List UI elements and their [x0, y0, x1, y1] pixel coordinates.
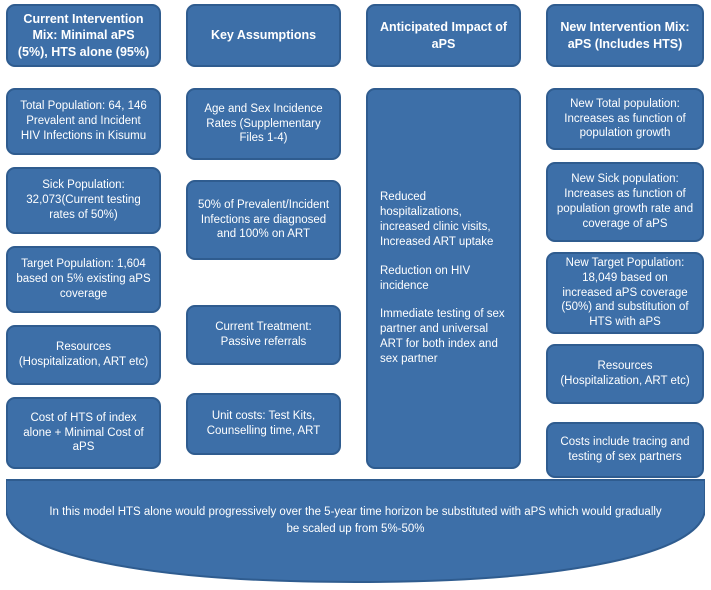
box-target-population: Target Population: 1,604 based on 5% existing aPS coverage	[6, 246, 161, 313]
box-diagnosis-art-assumption: 50% of Prevalent/Incident Infections are diagnosed and 100% on ART	[186, 180, 341, 260]
box-current-treatment: Current Treatment: Passive referrals	[186, 305, 341, 365]
impact-paragraph-3: Immediate testing of sex partner and universal ART for both index and sex partner	[380, 308, 505, 366]
column-header-key-assumptions: Key Assumptions	[186, 4, 341, 67]
box-new-total-population: New Total population: Increases as function of population growth	[546, 88, 704, 150]
box-costs-include-tracing: Costs include tracing and testing of sex partners	[546, 422, 704, 478]
box-new-target-population: New Target Population: 18,049 based on increased aPS coverage (50%) and substitution of HTS with aPS	[546, 252, 704, 334]
impact-paragraph-1: Reduced hospitalizations, increased clinic visits, Increased ART uptake	[380, 190, 494, 248]
box-sick-population: Sick Population: 32,073(Current testing rates of 50%)	[6, 167, 161, 234]
box-resources-new: Resources (Hospitalization, ART etc)	[546, 344, 704, 404]
box-total-population: Total Population: 64, 146 Prevalent and Incident HIV Infections in Kisumu	[6, 88, 161, 155]
box-resources-current: Resources (Hospitalization, ART etc)	[6, 325, 161, 385]
column-header-current-intervention-mix: Current Intervention Mix: Minimal aPS (5%), HTS alone (95%)	[6, 4, 161, 67]
summary-banner	[6, 478, 705, 584]
box-anticipated-impact-body	[366, 88, 521, 469]
impact-paragraph-2: Reduction on HIV incidence	[380, 264, 471, 292]
summary-banner-text: In this model HTS alone would progressively over the 5-year time horizon be substituted with aPS which would gradually be scaled up from 5%-50%	[49, 506, 662, 535]
box-age-sex-incidence-rates: Age and Sex Incidence Rates (Supplementary Files 1-4)	[186, 88, 341, 160]
box-cost-hts-index: Cost of HTS of index alone + Minimal Cost of aPS	[6, 397, 161, 469]
column-header-new-intervention-mix: New Intervention Mix: aPS (Includes HTS)	[546, 4, 704, 67]
box-unit-costs: Unit costs: Test Kits, Counselling time, ART	[186, 393, 341, 455]
box-new-sick-population: New Sick population: Increases as function of population growth rate and coverage of aPS	[546, 162, 704, 242]
column-header-anticipated-impact: Anticipated Impact of aPS	[366, 4, 521, 67]
